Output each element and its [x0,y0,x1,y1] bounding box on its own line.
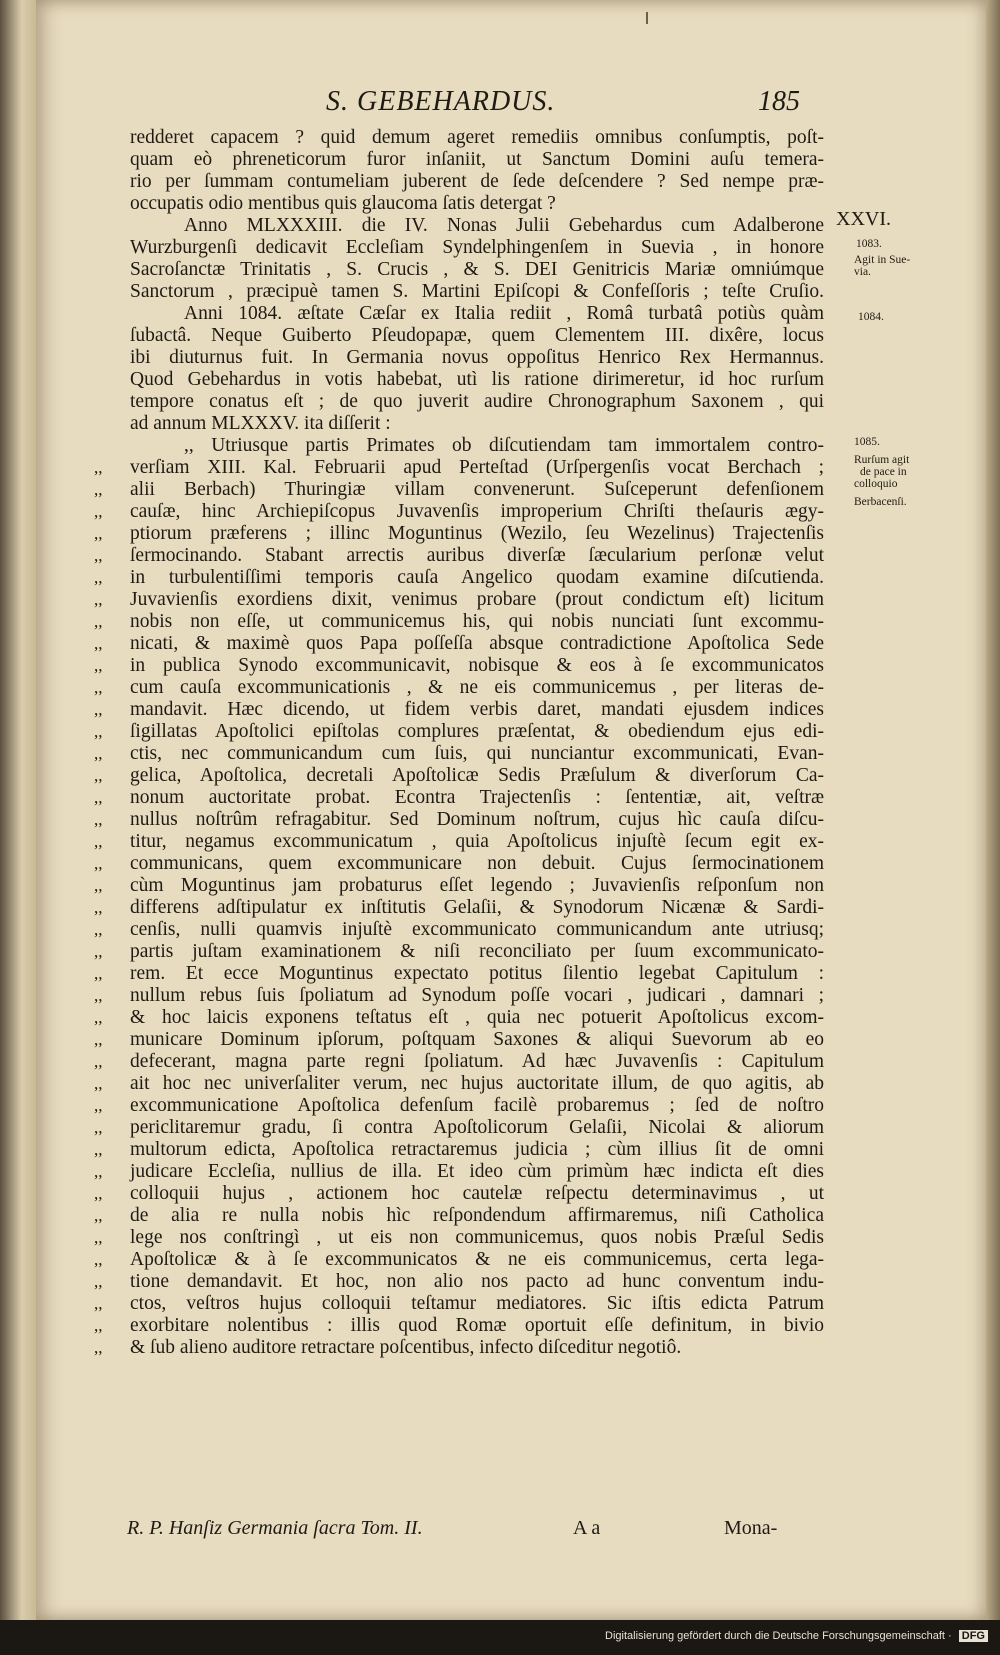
text-line [94,259,824,281]
quote-mark: ,, [94,656,103,675]
page-header [36,86,986,126]
text-line [94,677,824,699]
quote-mark: ,, [94,810,103,829]
quote-mark: ,, [94,1228,103,1247]
text-line [94,523,824,545]
text-line [94,501,824,523]
page-footer [36,1517,986,1547]
text-line [94,1205,824,1227]
line-text: quam eò phreneticorum furor inſaniit, ut Sanctum Domini auſu temera- [130,149,824,170]
margin-note-suevia-1: Agit in Sue- [854,254,911,266]
text-line [94,897,824,919]
text-line [94,809,824,831]
text-line [94,1249,824,1271]
text-line [94,391,824,413]
quote-mark: ,, [94,986,103,1005]
line-text: nonum auctoritate probat. Econtra Trajectenſis : ſententiæ, ait, veſtræ [130,787,824,808]
quote-mark [94,237,130,259]
text-line [94,193,824,215]
line-text: Anno MLXXXIII. die IV. Nonas Julii Gebehardus cum Adalberone [184,215,824,236]
text-line [94,435,824,457]
text-line [94,941,824,963]
quote-mark: ,, [94,964,103,983]
quote-mark: ,, [94,1030,103,1049]
quote-mark: ,, [94,854,103,873]
text-line [94,1051,824,1073]
line-text: excommunicatione Apoſtolica defenſum facilè probaremus ; ſed de noſtro [130,1095,824,1116]
quote-mark: ,, [94,942,103,961]
quote-mark: ,, [94,1008,103,1027]
quote-mark: ,, [94,744,103,763]
line-text: in publica Synodo excommunicavit, nobisque & eos à ſe excommunicatos [130,655,824,676]
text-line [94,963,824,985]
line-text: tione demandavit. Et hoc, non alio nos pacto ad hunc conventum indu- [130,1271,824,1292]
quote-mark [94,127,130,149]
margin-note-berbach-3: colloquio [854,478,898,490]
text-line [94,1337,824,1359]
line-text: ,, Utriusque partis Primates ob diſcutiendam tam immortalem contro- [184,435,824,456]
quote-mark: ,, [94,788,103,807]
line-text: lege nos conſtringì , ut eis non communicemus, quos nobis Præſul Sedis [130,1227,824,1248]
line-text: & hoc laicis exponens teſtatus eſt , quia nec potuerit Apoſtolicus excom- [130,1007,824,1028]
line-text: rio per ſummam contumeliam juberent de ſede deſcendere ? Sed nempe præ- [130,171,824,192]
text-line [94,567,824,589]
credit-text: Digitalisierung gefördert durch die Deutsche Forschungsgemeinschaft · [605,1630,952,1642]
quote-mark: ,, [94,876,103,895]
quote-mark: ,, [94,700,103,719]
line-text: judicare Eccleſia, nullius de illa. Et ideo cùm primùm hæc indicta eſt dies [130,1161,824,1182]
line-text: mandavit. Hæc dicendo, ut fidem verbis daret, mandati ejusdem indices [130,699,824,720]
text-line [94,655,824,677]
text-line [94,589,824,611]
quote-mark [94,215,130,237]
line-text: Sanctorum , præcipuè tamen S. Martini Epiſcopi & Confeſſoris ; teſte Cruſio. [130,281,824,302]
line-text: nullum rebus ſuis ſpoliatum ad Synodum poſſe vocari , judicari , damnari ; [130,985,824,1006]
line-text: ſermocinando. Stabant arrectis auribus diverſæ ſæcularium perſonæ velut [130,545,824,566]
line-text: alii Berbach) Thuringiæ villam convenerunt. Suſceperunt defenſionem [130,479,824,500]
quote-mark: ,, [94,1118,103,1137]
line-text: Apoſtolicæ & à ſe excommunicatos & ne eis communicemus, certa lega- [130,1249,824,1270]
text-line [94,1271,824,1293]
text-line [94,237,824,259]
text-line [94,303,824,325]
text-line [94,127,824,149]
quote-mark: ,, [94,1052,103,1071]
text-line [94,1007,824,1029]
line-text: differens adſtipulatur ex inſtitutis Gelaſii, & Synodorum Nicænæ & Sardi- [130,897,824,918]
quote-mark [94,193,130,215]
quote-mark: ,, [94,832,103,851]
line-text: multorum edicta, Apoſtolica retractaremus judicia ; cùm illius ſit de omni [130,1139,824,1160]
line-text: Wurzburgenſi dedicavit Eccleſiam Syndelphingenſem in Suevia , in honore [130,237,824,258]
body-text [94,127,824,1359]
quote-mark: ,, [94,1206,103,1225]
text-line [94,1161,824,1183]
margin-year-1085: 1085. [854,436,880,448]
text-line [94,1117,824,1139]
quote-mark [94,303,130,325]
line-text: rem. Et ecce Moguntinus expectato potitus ſilentio legebat Capitulum : [130,963,824,984]
text-line [94,765,824,787]
text-line [94,1139,824,1161]
margin-year-1084: 1084. [858,311,884,323]
margin-chapter-number: XXVI. [836,208,891,230]
text-line [94,1073,824,1095]
text-line [94,479,824,501]
catchword: Mona- [724,1517,778,1539]
line-text: ibi diuturnus fuit. In Germania novus oppoſitus Henrico Rex Hermannus. [130,347,824,368]
footer-source: R. P. Hanſiz Germania ſacra Tom. II. [127,1517,423,1539]
quote-mark [94,413,130,435]
quote-mark: ,, [94,1294,103,1313]
line-text: ait hoc nec univerſaliter verum, nec hujus auctoritate illum, de quo agitis, ab [130,1073,824,1094]
text-line [94,831,824,853]
text-line [94,611,824,633]
line-text: nullus noſtrûm refragabitur. Sed Dominum noſtrum, cujus hìc cauſa diſcu- [130,809,824,830]
line-text: gelica, Apoſtolica, decretali Apoſtolicæ Sedis Præſulum & diverſorum Ca- [130,765,824,786]
quote-mark: ,, [94,612,103,631]
line-text: ctis, nec communicandum cum ſuis, qui nunciantur excommunicati, Evan- [130,743,824,764]
text-line [94,699,824,721]
quote-mark: ,, [94,458,103,477]
line-text: ſubactâ. Neque Guiberto Pſeudopapæ, quem Clementem III. dixêre, locus [130,325,824,346]
text-line [94,1029,824,1051]
signature-mark: A a [573,1517,601,1539]
text-line [94,545,824,567]
line-text: verſiam XIII. Kal. Februarii apud Perteſtad (Urſpergenſis vocat Berchach ; [130,457,824,478]
text-line [94,875,824,897]
line-text: titur, negamus excommunicatum , quia Apoſtolicus injuſtè ſecum egit ex- [130,831,824,852]
quote-mark: ,, [94,1096,103,1115]
digitization-credit [605,1630,988,1642]
text-line [94,149,824,171]
line-text: ad annum MLXXXV. ita diſſerit : [130,413,391,434]
quote-mark: ,, [94,678,103,697]
text-line [94,281,824,303]
text-line [94,1095,824,1117]
quote-mark: ,, [94,590,103,609]
line-text: ptiorum præferens ; illinc Moguntinus (Wezilo, ſeu Wezelinus) Trajectenſis [130,523,824,544]
quote-mark: ,, [94,1184,103,1203]
quote-mark: ,, [94,546,103,565]
line-text: Sacroſanctæ Trinitatis , S. Crucis , & S. DEI Genitricis Mariæ omniúmque [130,259,824,280]
line-text: partis juſtam examinationem & niſi reconciliato per ſuum excommunicato- [130,941,824,962]
margin-note-berbach-2: de pace in [860,466,907,478]
line-text: nobis non eſſe, ut communicemus his, qui nobis nunciati ſunt excommu- [130,611,824,632]
text-line [94,1315,824,1337]
quote-mark: ,, [94,920,103,939]
text-line [94,1183,824,1205]
line-text: cenſis, nulli quamvis injuſtè excommunicato communicandum ante utriusq; [130,919,824,940]
text-line [94,457,824,479]
quote-mark: ,, [94,898,103,917]
margin-note-berbach-4: Berbacenſi. [854,496,907,508]
line-text: de alia re nulla nobis hìc reſpondendum affirmaremus, niſi Catholica [130,1205,824,1226]
quote-mark [94,391,130,413]
dfg-logo: DFG [959,1630,988,1642]
text-line [94,325,824,347]
margin-note-berbach-1: Rurſum agit [854,454,910,466]
line-text: periclitaremur gradu, ſi contra Apoſtolicorum Gelaſii, Nicolai & aliorum [130,1117,824,1138]
quote-mark: ,, [94,634,103,653]
credit-bar [0,1620,1000,1655]
text-line [94,985,824,1007]
line-text: ſigillatas Apoſtolici epiſtolas complures præſentat, & obediendum ejus edi- [130,721,824,742]
text-line [94,215,824,237]
quote-mark: ,, [94,1250,103,1269]
quote-mark: ,, [94,1140,103,1159]
line-text: nicati, & maximè quos Papa poſſeſſa absque contradictione Apoſtolica Sede [130,633,824,654]
margin-note-suevia-2: via. [854,266,871,278]
text-line [94,369,824,391]
line-text: occupatis odio mentibus quis glaucoma ſatis detergat ? [130,193,556,214]
page-number: 185 [758,86,800,117]
quote-mark [94,347,130,369]
quote-mark [94,325,130,347]
line-text: cauſæ, hinc Archiepiſcopus Juvavenſis improperium Chriſti theſauris ægy- [130,501,824,522]
line-text: defecerant, magna parte regni ſpoliatum. Ad hæc Juvavenſis : Capitulum [130,1051,824,1072]
line-text: colloquii hujus , actionem hoc cautelæ reſpectu determinavimus , ut [130,1183,824,1204]
text-line [94,853,824,875]
line-text: tempore conatus eſt ; de quo juverit audire Chronographum Saxonem , qui [130,391,824,412]
line-text: communicans, quem excommunicare non debuit. Cujus ſermocinationem [130,853,824,874]
line-text: redderet capacem ? quid demum ageret remediis omnibus conſumptis, poſt- [130,127,824,148]
margin-year-1083: 1083. [856,238,882,250]
line-text: cum cauſa excommunicationis , & ne eis communicemus , per literas de- [130,677,824,698]
text-line [94,919,824,941]
quote-mark [94,149,130,171]
text-line [94,721,824,743]
line-text: Anni 1084. æſtate Cæſar ex Italia rediit , Româ turbatâ potiùs quàm [184,303,824,324]
text-line [94,1293,824,1315]
quote-mark: ,, [94,722,103,741]
quote-mark: ,, [94,1272,103,1291]
text-line [94,633,824,655]
line-text: Juvavienſis exordiens dixit, venimus probare (prout condictum eſt) licitum [130,589,824,610]
quote-mark: ,, [94,766,103,785]
quote-mark: ,, [94,1316,103,1335]
line-text: & ſub alieno auditore retractare poſcentibus, infecto diſceditur negotiô. [130,1337,682,1358]
line-text: municare Dominum ipſorum, poſtquam Saxones & aliqui Suevorum ab eo [130,1029,824,1050]
running-head: S. GEBEHARDUS. [326,86,556,117]
quote-mark [94,435,130,457]
quote-mark: ,, [94,1074,103,1093]
text-line [94,1227,824,1249]
quote-mark: ,, [94,1338,103,1357]
text-line [94,171,824,193]
quote-mark: ,, [94,1162,103,1181]
text-line [94,787,824,809]
right-page-edge [986,0,1000,1620]
quote-mark: ,, [94,524,103,543]
line-text: cùm Moguntinus jam probaturus eſſet legendo ; Juvavienſis reſponſum non [130,875,824,896]
line-text: Quod Gebehardus in votis habebat, utì lis ratione dirimeretur, id hoc rurſum [130,369,824,390]
quote-mark: ,, [94,502,103,521]
line-text: exorbitare nolentibus : illis quod Romæ oportuit eſſe definitum, in bivio [130,1315,824,1336]
text-line [94,743,824,765]
text-line [94,347,824,369]
left-page-edge [0,0,36,1655]
quote-mark [94,281,130,303]
quote-mark: ,, [94,480,103,499]
quote-mark [94,369,130,391]
line-text: ctos, veſtros hujus colloquii teſtamur mediatores. Sic iſtis edicta Patrum [130,1293,824,1314]
text-line [94,413,824,435]
quote-mark: ,, [94,568,103,587]
quote-mark [94,171,130,193]
quote-mark [94,259,130,281]
page-mark [646,12,648,24]
book-page [36,0,986,1620]
line-text: in turbulentiſſimi temporis cauſa Angelico quodam examine diſcutienda. [130,567,824,588]
